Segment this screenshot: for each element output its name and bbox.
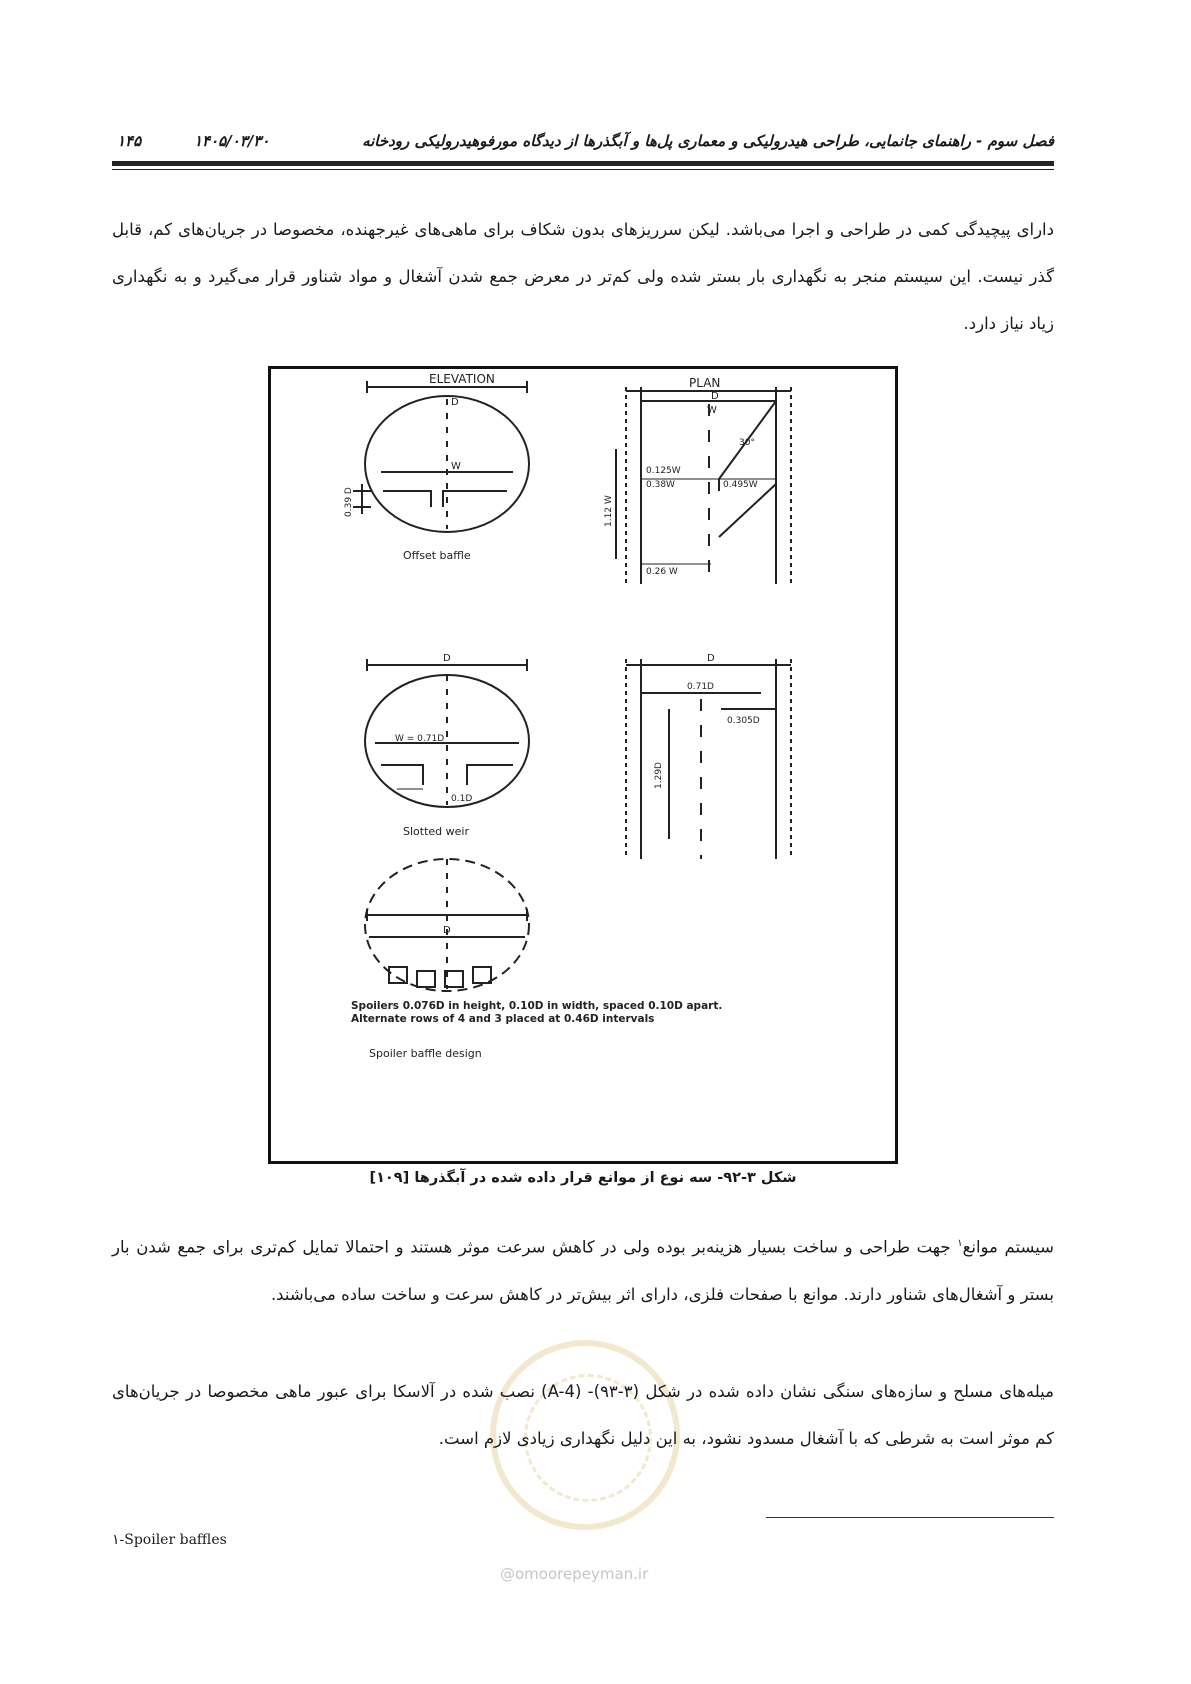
running-header <box>112 124 1054 164</box>
plan-label: PLAN <box>689 376 721 390</box>
slotted-plan-d-label: D <box>707 653 715 664</box>
paragraph-3: میله‌های مسلح و سازه‌های سنگی نشان داده شده در شکل (۳-۹۳)- (A-4) نصب شده در آلاسکا برای عبور ماهی مخصوصا در جریان‌های کم موثر است به شرطی که با آشغال مسدود نشود، به این دلیل نگهداری زیادی لازم است. <box>112 1382 1054 1448</box>
offset-plan-d-label: D <box>711 391 719 402</box>
spoiler-block-4 <box>473 967 491 983</box>
slotted-slot-label: 0.1D <box>451 794 473 804</box>
offset-d1-label: 0.125W <box>646 466 681 476</box>
spoiler-note-2: Alternate rows of 4 and 3 placed at 0.46D intervals <box>351 1013 655 1025</box>
slotted-plan-p2-label: 1.29D <box>654 762 664 789</box>
spoiler-baffle-label: Spoiler baffle design <box>369 1047 482 1060</box>
header-rule-thin <box>112 169 1054 170</box>
footnote-ref: ۱ <box>957 1238 963 1249</box>
spoiler-block-2 <box>417 971 435 987</box>
paragraph-1: دارای پیچیدگی کمی در طراحی و اجرا می‌باشد. لیکن سرریزهای بدون شکاف برای ماهی‌های غیرجهنده، مخصوصا در جریان‌های کم، قابل گذر نیست. این سیستم منجر به نگهداری بار بستر شده ولی کم‌تر در معرض جمع شدن آشغال و مواد شناور قرار می‌گیرد و به نگهداری زیاد نیاز دارد. <box>112 220 1054 333</box>
offset-d3-label: 0.495W <box>723 480 758 490</box>
watermark-text: @omoorepeyman.ir <box>500 1565 649 1583</box>
slotted-d-label: D <box>443 653 451 664</box>
figure-caption: شکل ۳-۹۲- سه نوع از موانع قرار داده شده در آبگذرها [۱۰۹] <box>369 1170 797 1186</box>
offset-d5-label: 0.26 W <box>646 567 678 577</box>
slotted-plan-p1-label: 0.305D <box>727 716 760 726</box>
slotted-left-plate <box>381 765 423 785</box>
offset-angle-label: 30° <box>739 438 755 448</box>
offset-d-label: D <box>451 397 459 408</box>
spoiler-note-1: Spoilers 0.076D in height, 0.10D in width, spaced 0.10D apart. <box>351 1000 723 1012</box>
offset-baffle-label: Offset baffle <box>403 549 471 562</box>
header-rule-thick <box>112 161 1054 166</box>
offset-plan-baffle-diagonal-2 <box>719 484 776 537</box>
spoiler-d-label: D <box>443 925 451 936</box>
footnote: ۱-Spoiler baffles <box>112 1532 227 1548</box>
offset-h-label: 0.39 D <box>344 487 354 517</box>
elevation-label: ELEVATION <box>429 372 495 386</box>
baffle-drawing <box>271 369 895 1161</box>
offset-plan-w-label: W <box>707 405 717 416</box>
page-number: ۱۴۵ <box>117 132 142 150</box>
paragraph-2 <box>112 1220 1054 1318</box>
slotted-right-plate <box>467 765 513 785</box>
offset-w-label: W <box>451 461 461 472</box>
paragraph-2-rest: جهت طراحی و ساخت بسیار هزینه‌بر بوده ولی در کاهش سرعت موثر هستند و احتمالا تمایل کم‌تری برای جمع شدن بار بستر و آشغال‌های شناور دارند. موانع با صفحات فلزی، دارای اثر بیش‌تر در کاهش سرعت و ساخت ساده می‌باشند. <box>112 1237 1054 1304</box>
offset-d4-label: 1.12 W <box>604 495 614 527</box>
slotted-w-label: W = 0.71D <box>395 734 445 744</box>
header-date: ۱۴۰۵/۰۳/۳۰ <box>194 132 270 150</box>
header-title: فصل سوم - راهنمای جانمایی، طراحی هیدرولیکی و معماری پل‌ها و آبگذرها از دیدگاه مورفوهیدرولیکی رودخانه <box>362 132 1054 150</box>
slotted-plan-w-label: 0.71D <box>687 682 714 692</box>
offset-baffle-right-plate <box>443 491 507 507</box>
paragraph-2-start: سیستم موانع <box>962 1237 1054 1257</box>
offset-baffle-left-plate <box>383 491 431 507</box>
footnote-rule <box>766 1517 1054 1518</box>
offset-d2-label: 0.38W <box>646 480 675 490</box>
slotted-weir-label: Slotted weir <box>403 825 469 838</box>
baffle-figure <box>268 366 898 1164</box>
